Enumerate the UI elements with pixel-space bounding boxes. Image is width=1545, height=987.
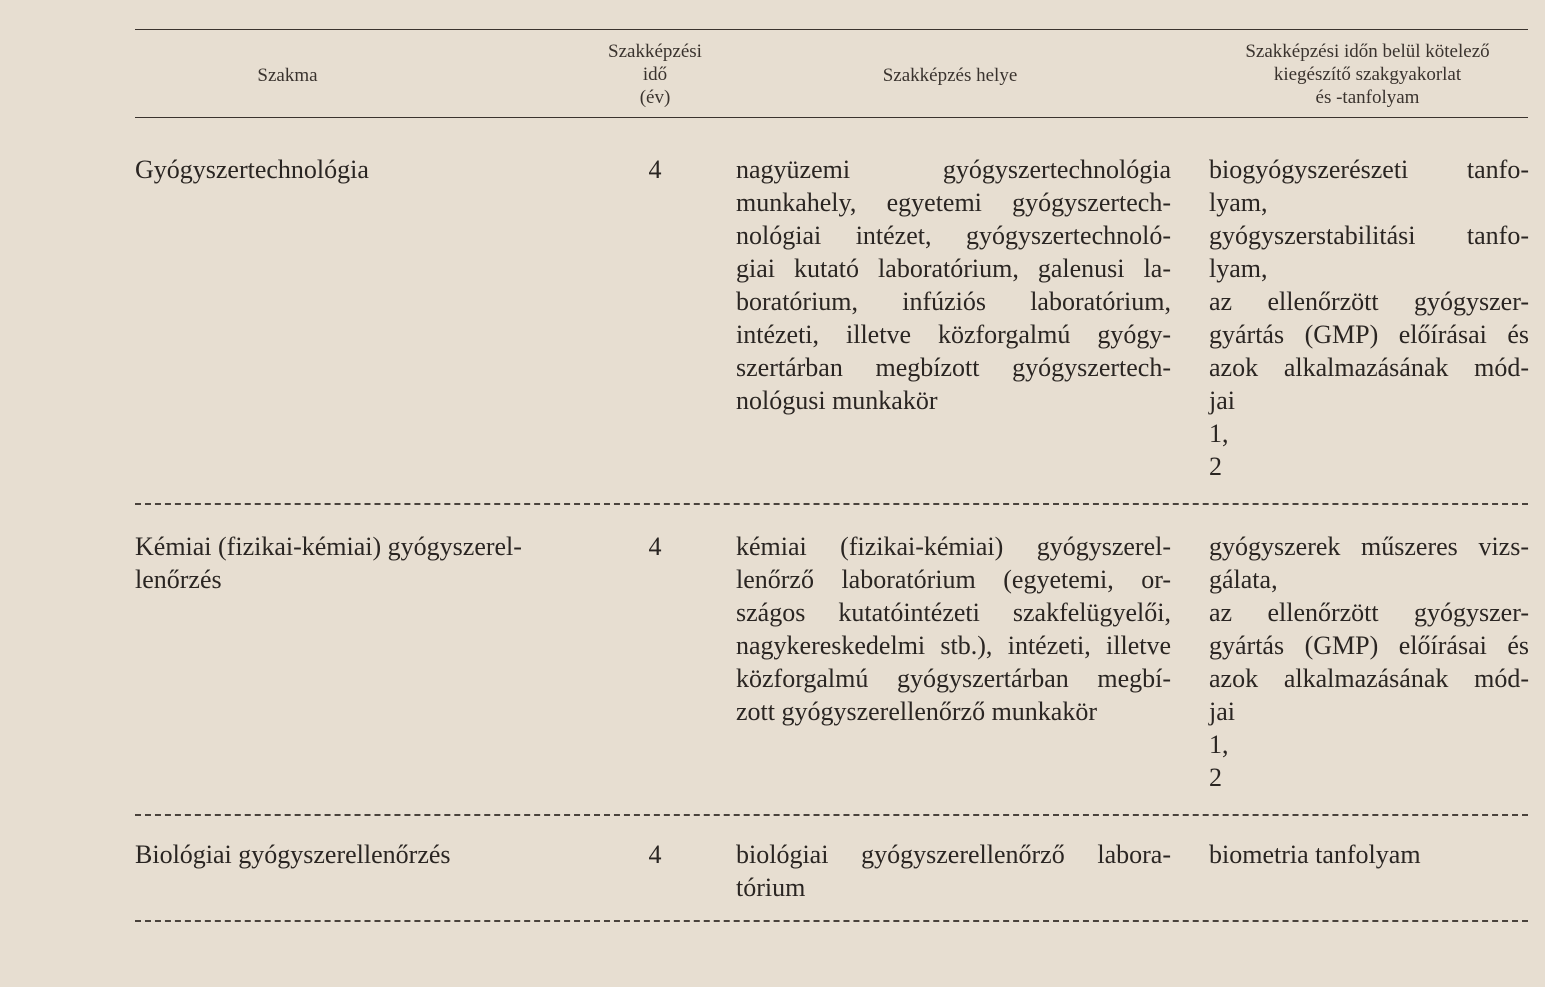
row-2-hely: kémiai (fizikai-kémiai) gyógyszerel- lenőrző laboratórium (egyetemi, or- szágos kutatóintézeti szakfelügyelői, nagykereskedelmi stb.), intézeti, illetve közforgalmú gyógyszertárban megbí- zott gyógyszerellenőrző munkakör xyxy=(736,532,1171,726)
row-1-kiegeszito: biogyógyszerészeti tanfo- lyam, gyógyszerstabilitási tanfo- lyam, az ellenőrzött gyógyszer- gyártás (GMP) előírásai és azok alkalmazásának mód- jai 1, 2 xyxy=(1209,155,1529,481)
row-2-szakma: Kémiai (fizikai-kémiai) gyógyszerel- lenőrzés xyxy=(135,532,522,594)
row-1-ido: 4 xyxy=(648,155,662,184)
header-kiegeszito: Szakképzési időn belül kötelező kiegészítő szakgyakorlat és -tanfolyam xyxy=(1245,41,1490,108)
row-3-kiegeszito: biometria tanfolyam xyxy=(1209,840,1421,869)
row-1-hely: nagyüzemi gyógyszertechnológia munkahely, egyetemi gyógyszertech- nológiai intézet, gyógyszertechnoló- giai kutató laboratórium, galenusi la- boratórium, infúziós laboratórium, intézeti, illetve közforgalmú gyógy- szertárban megbízott gyógyszertech- nológusi munkakör xyxy=(736,155,1171,415)
row-3-hely: biológiai gyógyszerellenőrző labora- tórium xyxy=(736,840,1171,902)
row-2-ido: 4 xyxy=(648,532,662,561)
header-bottom-rule xyxy=(135,117,1528,118)
row-3-szakma: Biológiai gyógyszerellenőrzés xyxy=(135,840,451,869)
row-separator xyxy=(135,503,1528,505)
row-separator xyxy=(135,814,1528,816)
row-3-ido: 4 xyxy=(648,840,662,869)
header-hely: Szakképzés helye xyxy=(882,65,1018,86)
header-szakma: Szakma xyxy=(257,65,318,86)
table-bottom-separator xyxy=(135,920,1528,922)
row-2-kiegeszito: gyógyszerek műszeres vizs- gálata, az ellenőrzött gyógyszer- gyártás (GMP) előírásai és azok alkalmazásának mód- jai 1, 2 xyxy=(1209,532,1529,792)
row-1-szakma: Gyógyszertechnológia xyxy=(135,155,369,184)
header-ido: Szakképzési idő (év) xyxy=(608,41,702,108)
table-top-rule xyxy=(135,29,1528,30)
